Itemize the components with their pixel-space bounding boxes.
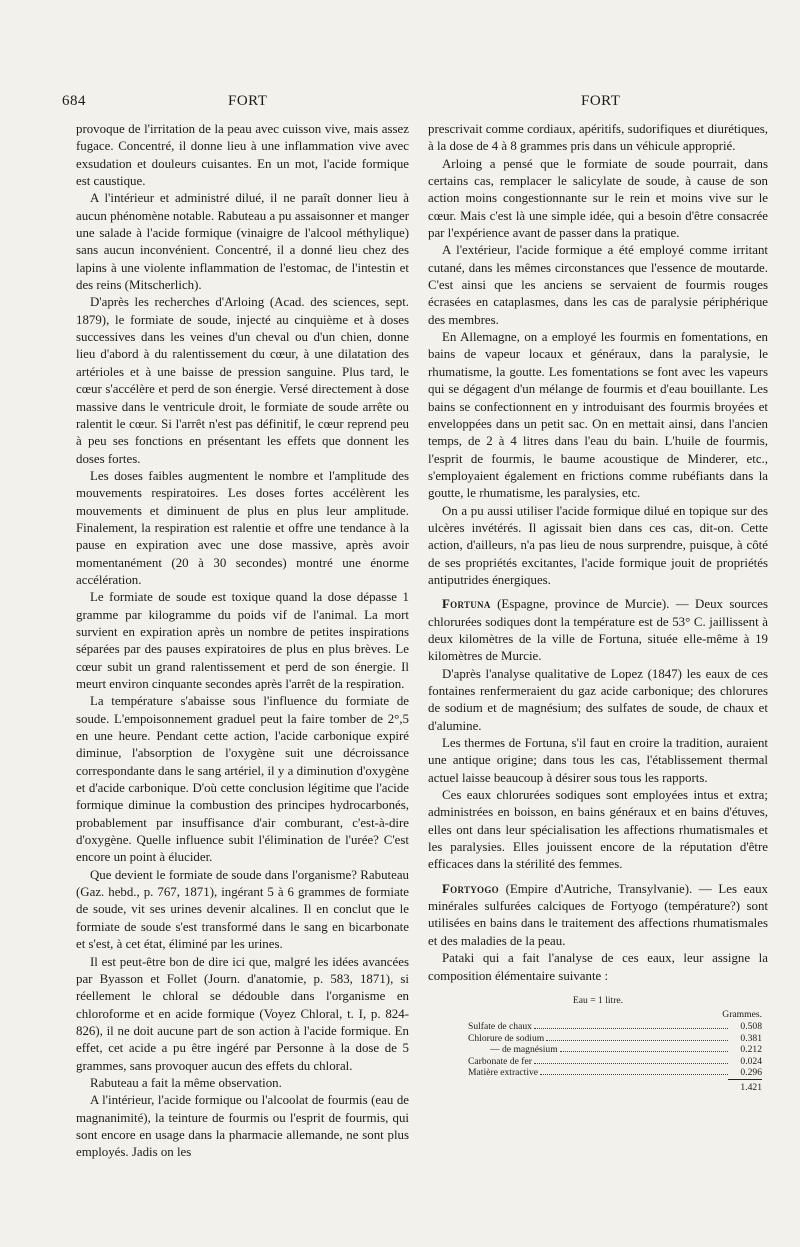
entry-text: (Espagne, province de Murcie). — Deux sources chlorurées sodiques dont la température est de 53° C. jaillissent à deux kilomètres de la ville de Fortuna, située elle-même à 19 kilomètres de Murcie. xyxy=(428,597,768,664)
paragraph: Le formiate de soude est toxique quand la dose dépasse 1 gramme par kilogramme du poids vif de l'animal. La mort survient en expiration après un nombre de petites inspirations séparées par des pauses expiratoires de plus en plus brèves. Le cœur subit un grand ralentissement et perd de son énergie. Il meurt environ cinquante secondes après l'arrêt de la respiration. xyxy=(76,590,409,691)
paragraph: Pataki qui a fait l'analyse de ces eaux, leur assigne la composition élémentaire suivante : xyxy=(428,951,768,983)
table-row xyxy=(428,1067,768,1079)
dot-leader xyxy=(534,1028,728,1029)
table-row xyxy=(428,1033,768,1045)
paragraph: Rabuteau a fait la même observation. xyxy=(90,1075,282,1090)
paragraph: Les thermes de Fortuna, s'il faut en croire la tradition, auraient une antique origine; dans tous les cas, l'établissement thermal actuel laisse beaucoup à désirer sous tous les rapports. xyxy=(428,736,768,785)
row-value: 0.212 xyxy=(740,1044,762,1056)
entry-fortyogo xyxy=(428,881,768,950)
dot-leader xyxy=(546,1040,728,1041)
paragraph: Les doses faibles augmentent le nombre et l'amplitude des mouvements respiratoires. Les doses fortes accélèrent les mouvements et diminuent de plus en plus leur amplitude. Finalement, la respiration est ralentie et offre une tendance à la pause en expiration avec une dose massive, après avoir momentanément (20 à 30 secondes) montré une énorme accélération. xyxy=(76,468,409,587)
table-unit-header: Grammes. xyxy=(722,1009,762,1021)
paragraph: Arloing a pensé que le formiate de soude pourrait, dans certains cas, remplacer le salicylate de soude, à cause de son action moins congestionnante sur le rein et moins vive sur le cœur. Mais c'est là une simple idée, qui a besoin d'être consacrée par l'expérience avant de passer dans la pratique. xyxy=(428,156,768,241)
row-label: Sulfate de chaux xyxy=(468,1021,532,1033)
row-label: — de magnésium xyxy=(490,1044,558,1056)
paragraph: A l'extérieur, l'acide formique a été employé comme irritant cutané, dans les mêmes circonstances que l'essence de moutarde. C'est ainsi que les anciens se servaient de fourmis rouges écrasées en cataplasmes, dans les cas de paralysie périphérique des membres. xyxy=(428,243,768,327)
page-number: 684 xyxy=(62,93,86,109)
table-row xyxy=(428,1021,768,1033)
row-label: Carbonate de fer xyxy=(468,1055,532,1067)
paragraph: Ces eaux chlorurées sodiques sont employées intus et extra; administrées en boisson, en bains généraux et en bains d'étuves, elles ont dans leur spécialisation les affections rhumatismales et les paralysies. Elles jouissent encore de la réputation d'être efficaces dans la stérilité des femmes. xyxy=(428,788,768,872)
running-head-left: FORT xyxy=(228,93,268,109)
entry-headword: Fortuna xyxy=(442,597,491,612)
paragraph: A l'intérieur, l'acide formique ou l'alcoolat de fourmis (eau de magnanimité), la teinture de fourmis ou l'esprit de fourmis, qui sont encore en usage dans la pharmacie allemande, ne sont plus employés. Jadis on les xyxy=(76,1093,409,1160)
paragraph: D'après l'analyse qualitative de Lopez (1847) les eaux de ces fontaines renfermeraient du gaz acide carbonique; des chlorures de sodium et de magnésium; des sulfates de soude, de chaux et d'alumine. xyxy=(428,666,768,733)
row-label: Chlorure de sodium xyxy=(468,1032,545,1044)
row-value: 0.508 xyxy=(740,1021,762,1033)
dot-leader xyxy=(540,1074,728,1075)
running-head-right: FORT xyxy=(581,93,621,109)
entry-fortuna xyxy=(428,596,768,665)
row-value: 0.381 xyxy=(740,1032,762,1044)
paragraph: Il est peut-être bon de dire ici que, malgré les idées avancées par Byasson et Follet (Journ. d'anatomie, p. 583, 1871), si réellement le chloral se dédouble dans l'organisme en chloroforme et en acide formique (Voyez Chloral, t. I, p. 824-826), il ne doit aucune part de son action à l'acide formique. En effet, cet acide a pu être ingéré par Personne à la dose de 5 grammes, sans provoquer aucun des effets du chloral. xyxy=(76,954,409,1073)
table-total: 1.421 xyxy=(728,1079,762,1094)
paragraph: Que devient le formiate de soude dans l'organisme? Rabuteau (Gaz. hebd., p. 767, 1871), ingérant 5 à 6 grammes de formiate de soude, vit ses urines devenir alcalines. Il en conclut que le formiate de soude s'est transformé dans le sang en bicarbonate et s'est, à cet état, éliminé par les urines. xyxy=(76,867,409,952)
dot-leader xyxy=(560,1051,728,1052)
left-column xyxy=(76,121,409,1162)
row-value: 0.296 xyxy=(740,1067,762,1079)
paragraph: A l'intérieur et administré dilué, il ne paraît donner lieu à aucun phénomène notable. Rabuteau a pu assaisonner et manger une salade à l'acide formique (vinaigre de l'alcool méthylique) sans aucun inconvénient. Concentré, il a donné lieu chez des lapins à une violente inflammation de l'estomac, de l'intestin et des reins (Mitscherlich). xyxy=(76,191,409,293)
table-caption: Eau = 1 litre. xyxy=(572,994,624,1006)
paragraph: provoque de l'irritation de la peau avec cuisson vive, mais assez fugace. Concentré, il donne lieu à une inflammation vive avec exsudation et douleurs cuisantes. En un mot, l'acide formique est caustique. xyxy=(76,122,409,189)
paragraph: prescrivait comme cordiaux, apéritifs, sudorifiques et diurétiques, à la dose de 4 à 8 grammes pris dans un véhicule approprié. xyxy=(428,122,768,154)
row-label: Matière extractive xyxy=(468,1067,539,1079)
paragraph: En Allemagne, on a employé les fourmis en fomentations, en bains de vapeur locaux et généraux, dans la paralysie, le rhumatisme, la goutte. Les fomentations se font avec les vapeurs qui se dégagent d'un mélange de fourmis et d'eau bouillante. Les bains se confectionnent en y introduisant des fourmis broyées et enveloppées dans un petit sac. On en mettait ainsi, dans l'ancien temps, de 2 à 4 litres dans l'eau du bain. L'huile de fourmis, l'esprit de fourmis, le baume acoustique de Minderer, etc., s'employaient également en frictions comme rubéfiants dans la goutte, le rhumatisme, les paralysies, etc. xyxy=(428,330,768,501)
row-value: 0.024 xyxy=(740,1055,762,1067)
paragraph: D'après les recherches d'Arloing (Acad. des sciences, sept. 1879), le formiate de soude, injecté au cinquième et à doses successives dans les veines d'un cheval ou d'un chien, donne lieu d'abord à du ralentissement du cœur, à une dilatation des artérioles et à une baisse de pression sanguine. Plus tard, le cœur s'accélère et perd de son énergie. Versé directement à dose massive dans le ventricule droit, le formiate de soude arrête ou ralentit le cœur. Si l'arrêt n'est pas définitif, le cœur reprend peu à peu ses fonctions en présentant les effets que donnent les doses fortes. xyxy=(76,295,409,466)
paragraph: On a pu aussi utiliser l'acide formique dilué en topique sur des ulcères invétérés. Il agissait bien dans ces cas, dit-on. Cette action, d'ailleurs, n'a pas lieu de nous surprendre, puisque, à côté de ses propriétés excitantes, l'acide formique jouit de propriétés antiputrides énergiques. xyxy=(428,503,768,587)
analysis-table xyxy=(428,995,768,1094)
table-row xyxy=(428,1056,768,1068)
right-column xyxy=(428,121,768,1094)
table-total-row xyxy=(428,1079,768,1094)
table-row xyxy=(428,1044,768,1056)
entry-headword: Fortyogo xyxy=(442,881,499,896)
entry-text: (Empire d'Autriche, Transylvanie). — Les eaux minérales sulfurées calciques de Fortyogo (température?) sont utilisées en bains dans le traitement des affections rhumatismales et des maladies de la peau. xyxy=(428,881,768,948)
dot-leader xyxy=(534,1063,728,1064)
paragraph: La température s'abaisse sous l'influence du formiate de soude. L'empoisonnement graduel peut la faire tomber de 2°,5 en une heure. Pendant cette action, l'acide carbonique expiré diminue, l'absorption de l'oxygène suit une décroissance correspondante dans le sang artériel, il y a diminution d'oxygène et d'acide carbonique. D'où cette conclusion légitime que l'acide formique diminue la combustion des principes hydrocarbonés, probablement par insuffisance d'air comburant, c'est-à-dire d'oxygène. Quelle influence subit l'élimination de l'urée? C'est encore un point à élucider. xyxy=(76,694,409,865)
